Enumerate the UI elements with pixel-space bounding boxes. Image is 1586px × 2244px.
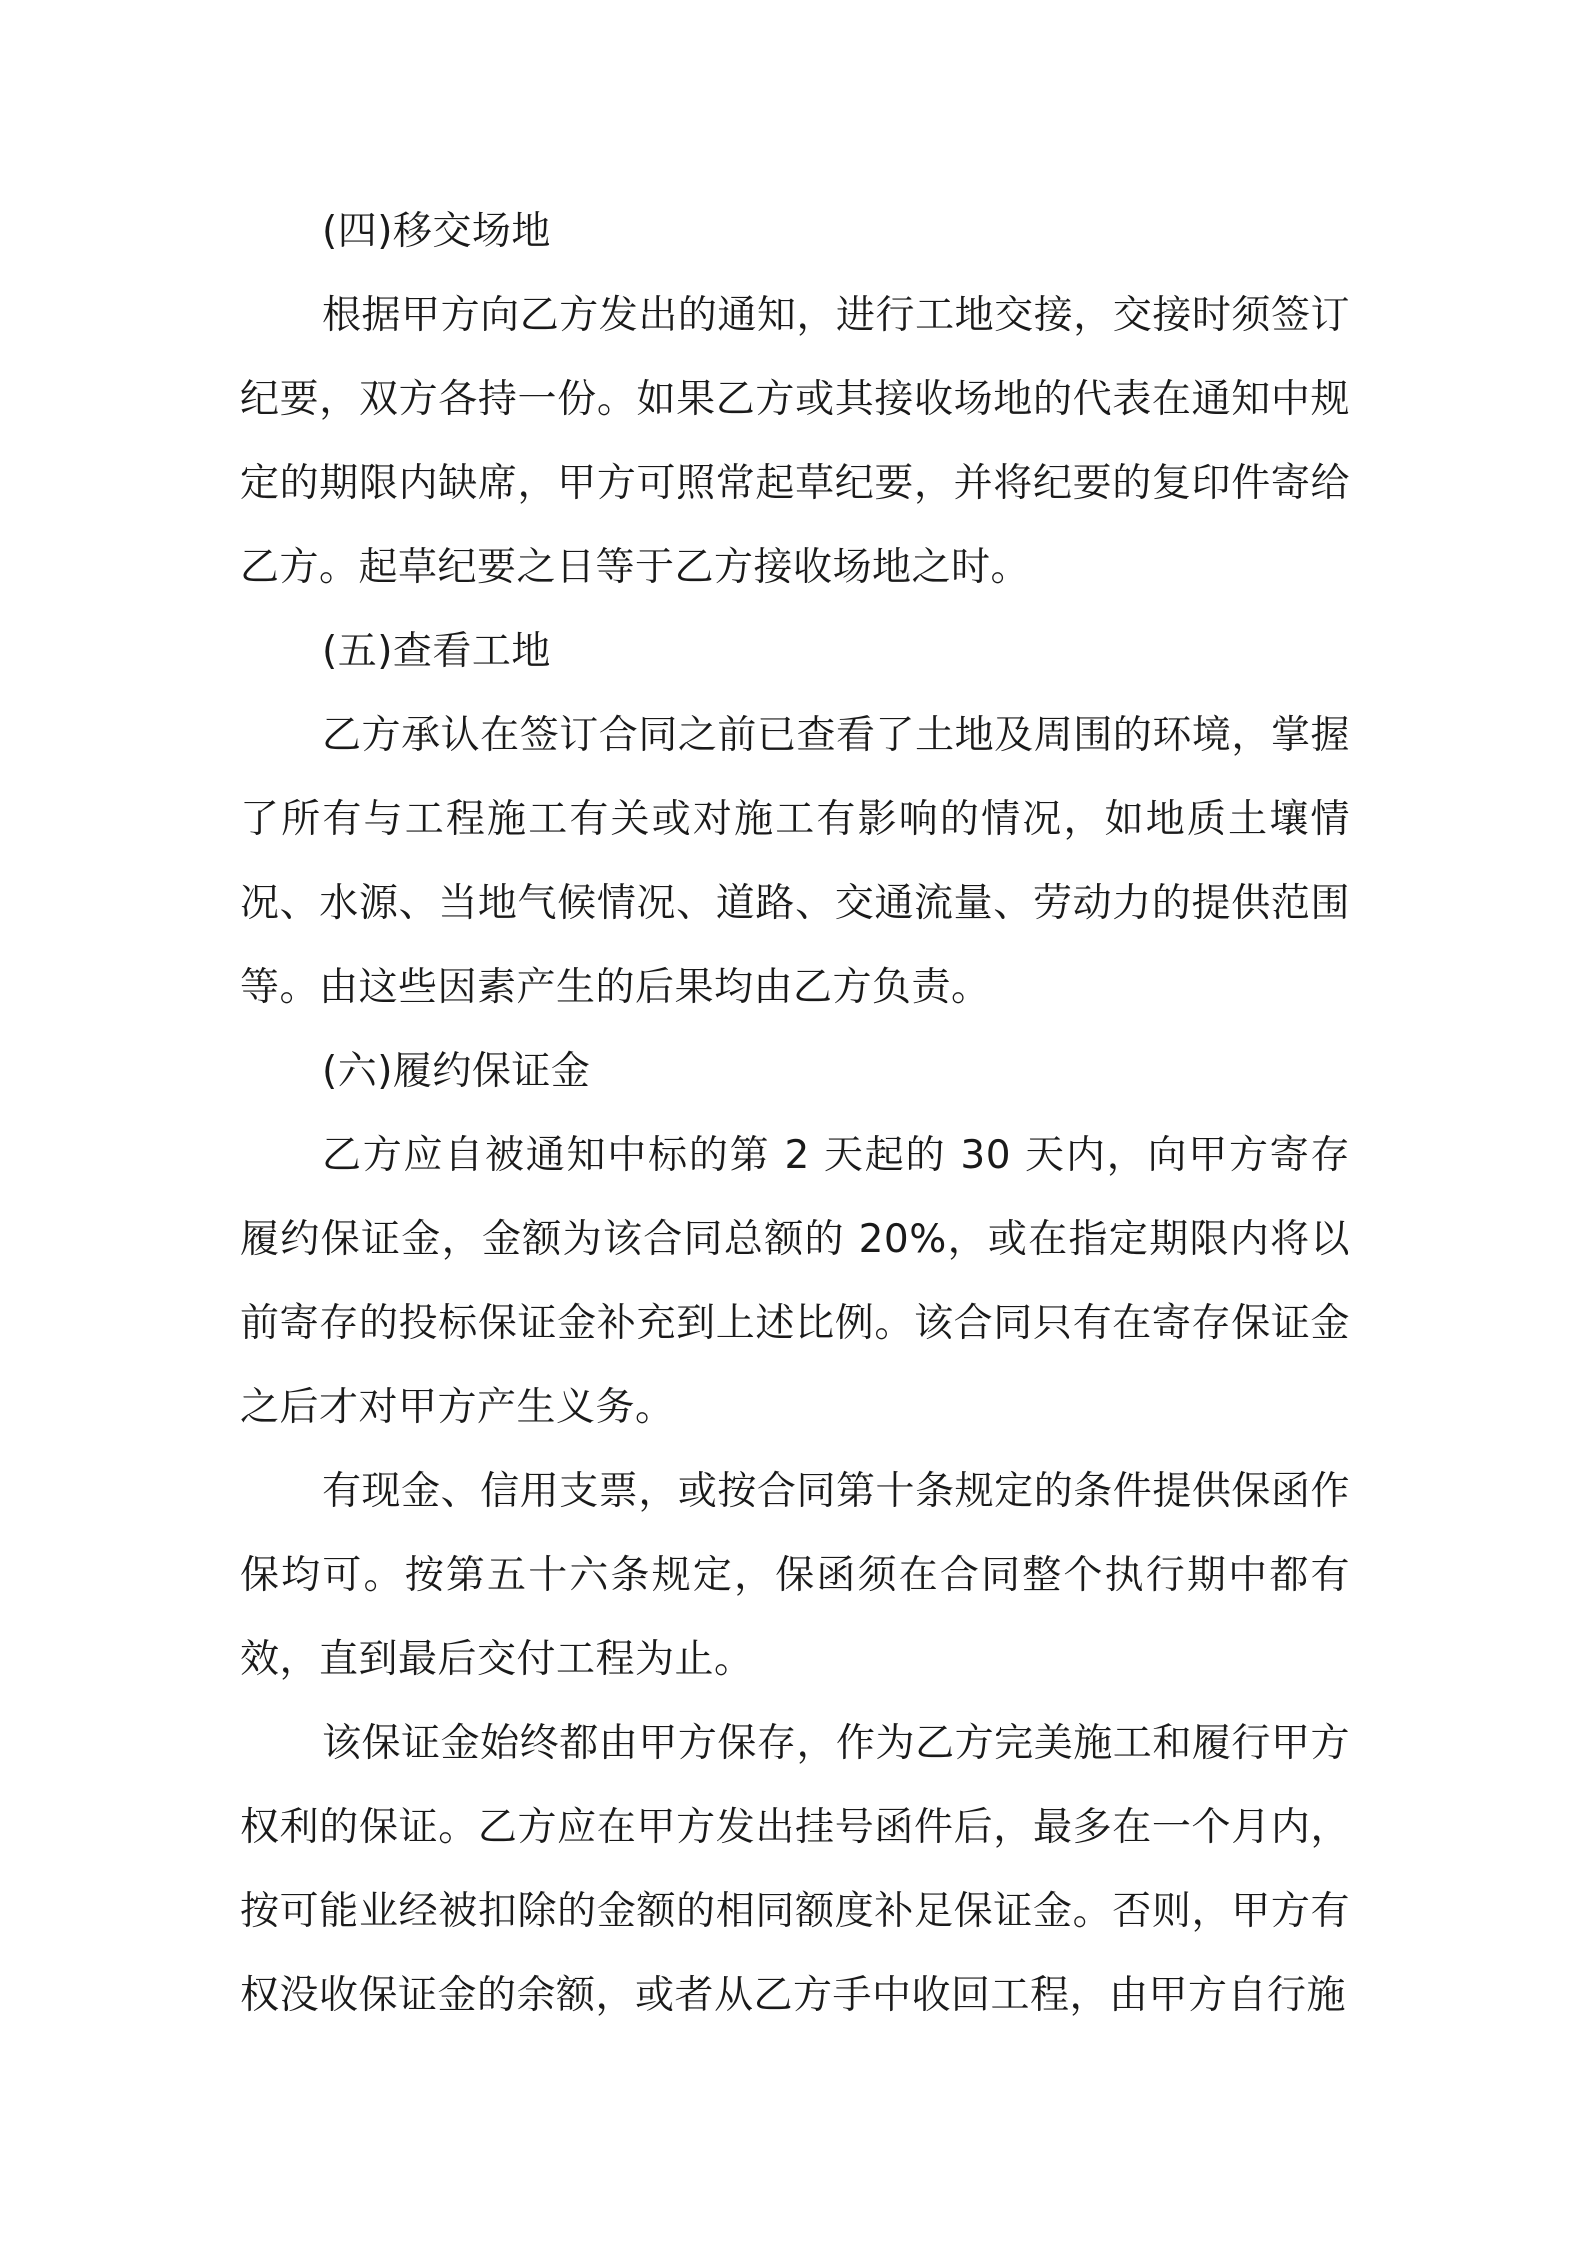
- section-heading-handover-site: (四)移交场地: [322, 209, 551, 254]
- document-page: [240, 190, 1350, 2038]
- paragraph-performance-bond-custody: 该保证金始终都由甲方保存，作为乙方完美施工和履行甲方权利的保证。乙方应在甲方发出挂号函件后，最多在一个月内，按可能业经被扣除的金额的相同额度补足保证金。否则，甲方有权没收保证金的余额，或者从乙方手中收回工程，由甲方自行施: [240, 1721, 1350, 2018]
- paragraph-performance-bond-forms: 有现金、信用支票，或按合同第十条规定的条件提供保函作保均可。按第五十六条规定，保函须在合同整个执行期中都有效，直到最后交付工程为止。: [240, 1469, 1350, 1682]
- paragraph-inspect-site: 乙方承认在签订合同之前已查看了土地及周围的环境，掌握了所有与工程施工有关或对施工有影响的情况，如地质土壤情况、水源、当地气候情况、道路、交通流量、劳动力的提供范围等。由这些因素产生的后果均由乙方负责。: [240, 713, 1350, 1010]
- paragraph-handover-site: 根据甲方向乙方发出的通知，进行工地交接，交接时须签订纪要，双方各持一份。如果乙方或其接收场地的代表在通知中规定的期限内缺席，甲方可照常起草纪要，并将纪要的复印件寄给乙方。起草纪要之日等于乙方接收场地之时。: [240, 293, 1350, 590]
- section-heading-performance-bond: (六)履约保证金: [322, 1049, 591, 1094]
- paragraph-performance-bond-deposit: 乙方应自被通知中标的第 2 天起的 30 天内，向甲方寄存履约保证金，金额为该合同总额的 20%，或在指定期限内将以前寄存的投标保证金补充到上述比例。该合同只有在寄存保证金之后才对甲方产生义务。: [240, 1133, 1350, 1430]
- section-heading-inspect-site: (五)查看工地: [322, 629, 551, 674]
